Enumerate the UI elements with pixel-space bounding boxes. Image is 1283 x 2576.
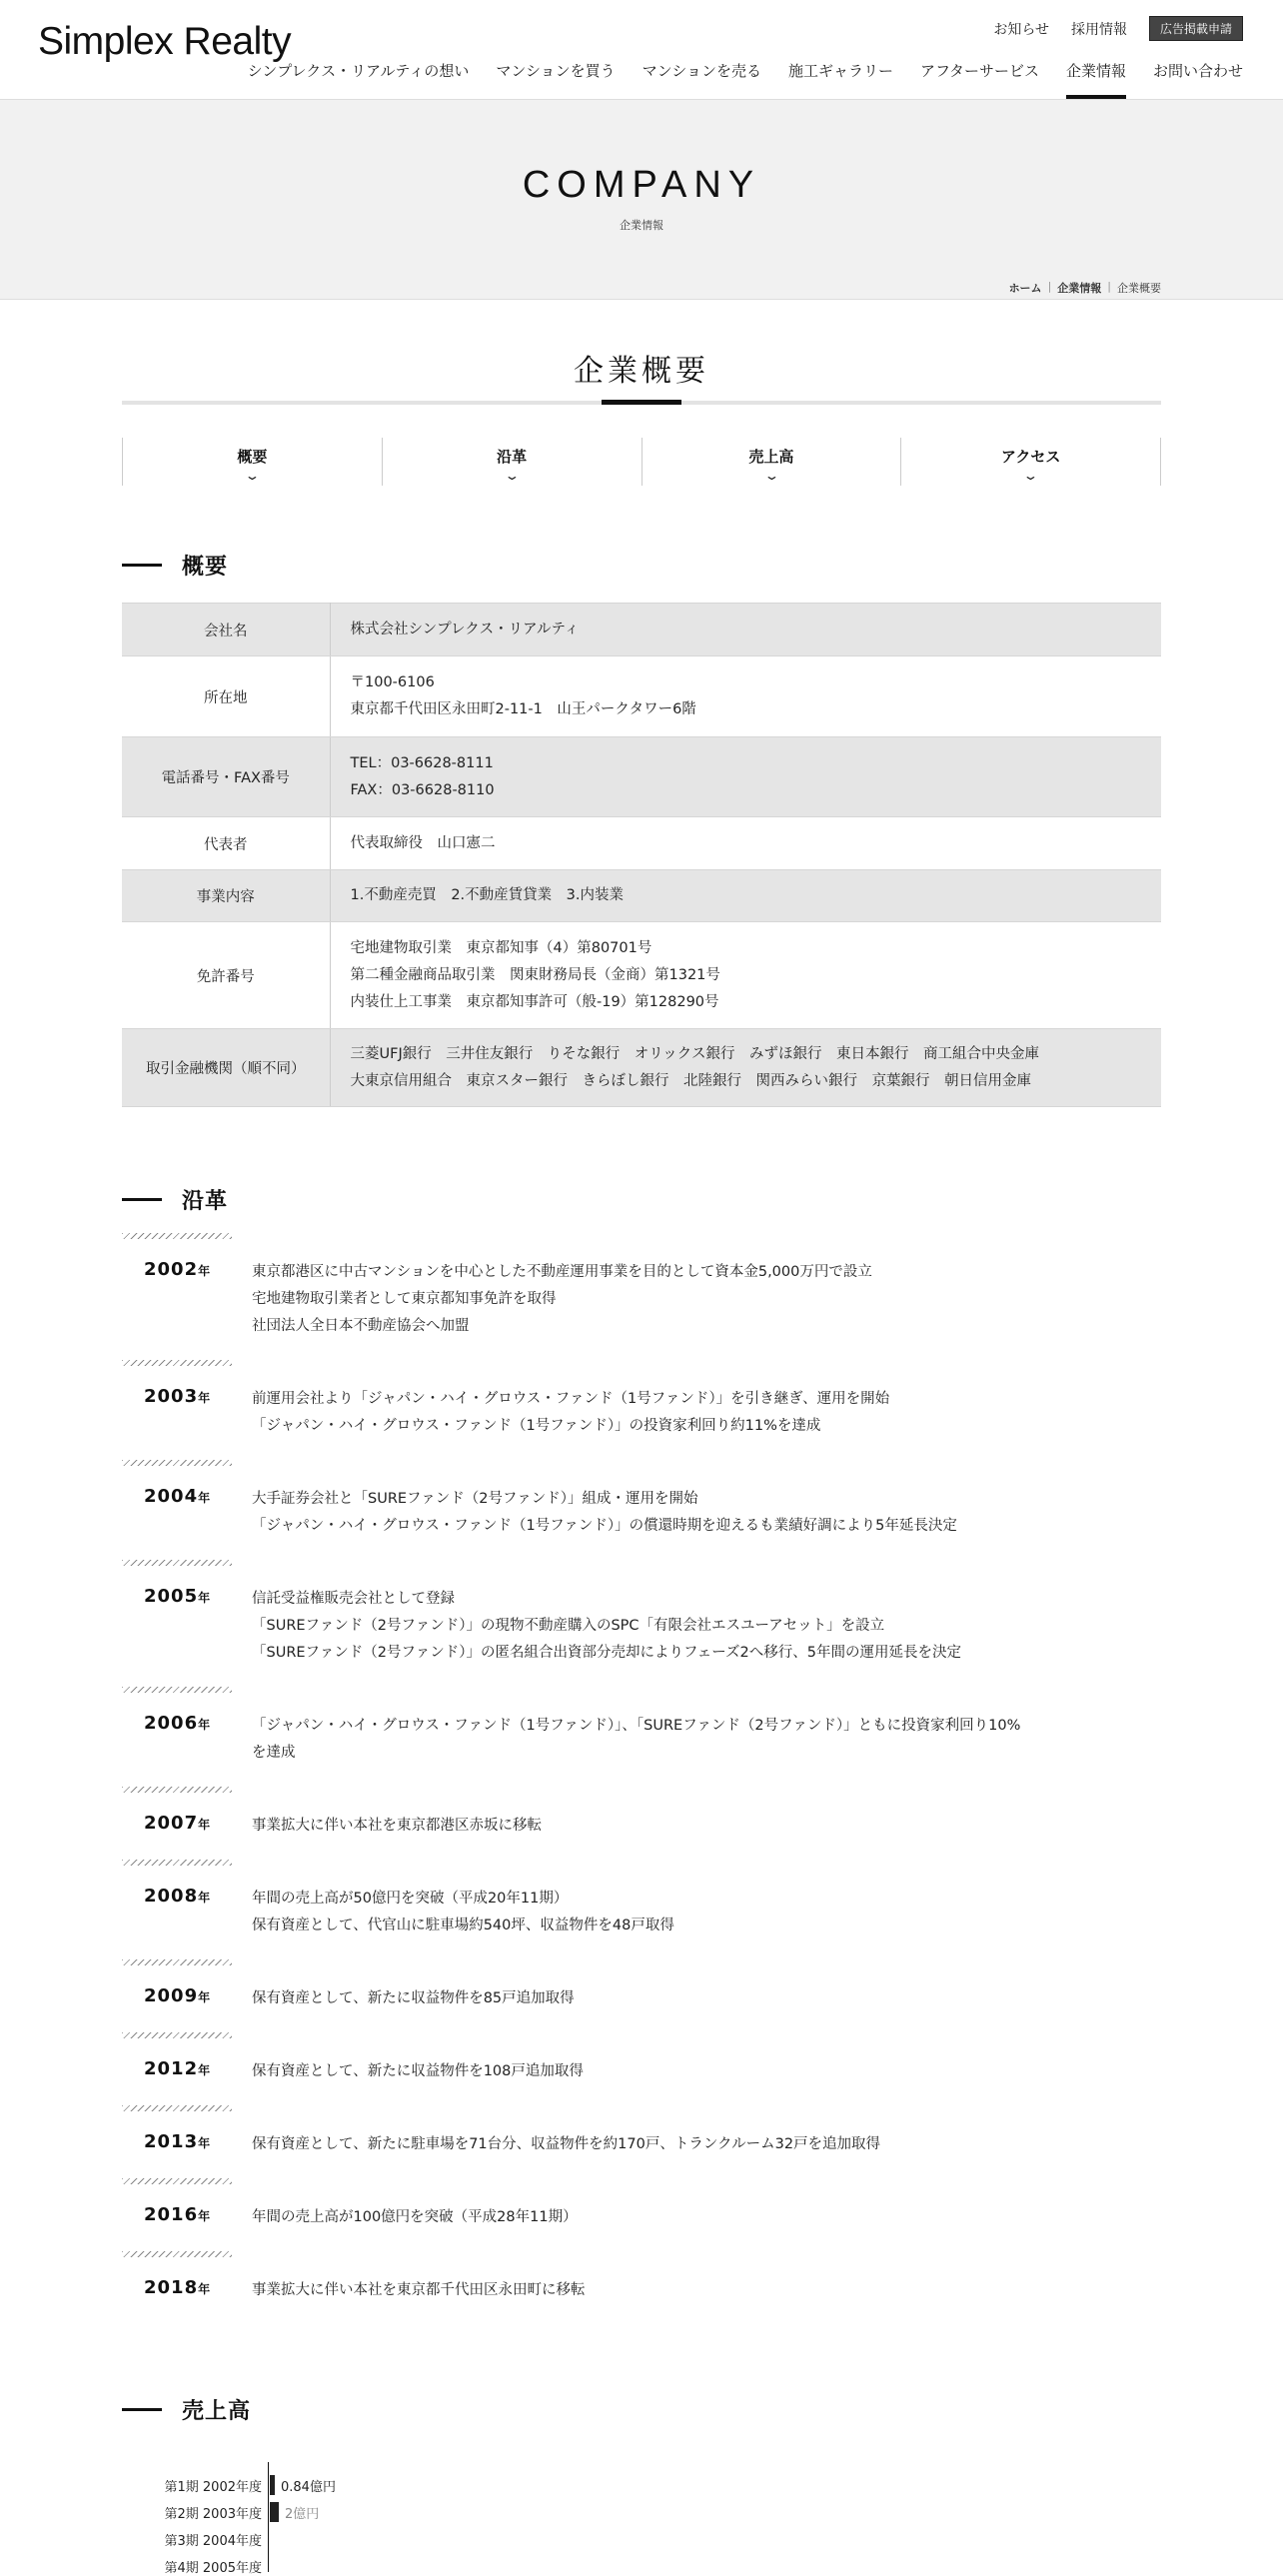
nav-item-company[interactable]: 企業情報	[1066, 60, 1126, 99]
sales-row	[122, 2556, 1161, 2576]
history-item	[122, 1860, 1161, 1959]
year-suffix: 年	[198, 2136, 212, 2150]
year-number: 2004	[144, 1486, 199, 1507]
table-row	[122, 922, 1161, 1029]
history-item	[122, 1460, 1161, 1560]
row-label: 代表者	[122, 817, 330, 870]
year-number: 2003	[144, 1386, 199, 1407]
util-link-recruit[interactable]: 採用情報	[1070, 21, 1127, 38]
history-item	[122, 1233, 1161, 1360]
nav-item-buy[interactable]: マンションを買う	[496, 62, 616, 80]
chevron-down-icon: ⌄	[504, 469, 521, 483]
nav-item-sell[interactable]: マンションを売る	[642, 62, 761, 80]
value-line: 第二種金融商品取引業 関東財務局長（金商）第1321号	[350, 966, 720, 983]
history-event	[252, 1386, 1161, 1460]
year-suffix: 年	[198, 1818, 212, 1832]
year-number: 2008	[144, 1886, 199, 1907]
table-row	[122, 737, 1161, 817]
history-year	[144, 1259, 211, 1280]
event-line: 事業拡大に伴い本社を東京都港区赤坂に移転	[252, 1818, 542, 1834]
event-line: 「ジャパン・ハイ・グロウス・ファンド（1号ファンド）」、「SUREファンド（2号ファンド）」ともに投資家利回り10%	[252, 1718, 1021, 1734]
page-title: 企業概要	[574, 354, 709, 389]
title-accent-bar	[602, 400, 681, 405]
year-suffix: 年	[198, 2063, 212, 2077]
ad-application-button[interactable]: 広告掲載申請	[1149, 16, 1243, 41]
history-item	[122, 2178, 1161, 2251]
history-year	[144, 2277, 211, 2298]
event-line: 事業拡大に伴い本社を東京都千代田区永田町に移転	[252, 2282, 586, 2298]
tab-access[interactable]	[900, 438, 1161, 486]
history-year	[144, 2204, 211, 2225]
sales-heading	[122, 2394, 251, 2425]
breadcrumb-home[interactable]: ホーム	[1008, 282, 1042, 295]
history-event	[252, 1486, 1161, 1560]
history-year	[144, 1886, 211, 1907]
value-line: 内装仕上工事業 東京都知事許可（般-19）第128290号	[350, 993, 719, 1010]
year-suffix: 年	[198, 1264, 212, 1278]
event-line: 保有資産として、新たに収益物件を85戸追加取得	[252, 1990, 575, 2006]
history-event	[252, 2277, 1161, 2324]
row-value	[330, 870, 1161, 922]
event-line: を達成	[252, 1745, 296, 1761]
chevron-down-icon: ⌄	[762, 469, 779, 483]
heading-dash	[122, 564, 162, 567]
dashed-divider	[122, 2105, 232, 2111]
event-line: 「ジャパン・ハイ・グロウス・ファンド（1号ファンド）」の償還時期を迎えるも業績好調により5年延長決定	[252, 1518, 957, 1534]
sales-bar	[270, 2502, 279, 2522]
sales-period-label: 第2期 2003年度	[164, 2506, 262, 2522]
site-header	[0, 0, 1283, 100]
value-line: 1.不動産売買 2.不動産賃貸業 3.内装業	[350, 887, 625, 903]
row-value	[330, 737, 1161, 817]
hero-subtitle: 企業情報	[620, 219, 663, 232]
tab-label: 沿革	[497, 448, 528, 466]
row-label: 会社名	[122, 604, 330, 656]
nav-item-philosophy[interactable]: シンプレクス・リアルティの想い	[247, 62, 470, 80]
dashed-divider	[122, 1560, 232, 1566]
year-number: 2013	[144, 2131, 199, 2152]
row-label: 免許番号	[122, 922, 330, 1029]
page-hero	[0, 100, 1283, 300]
heading-dash	[122, 2408, 162, 2411]
year-suffix: 年	[198, 1591, 212, 1605]
event-line: 「SUREファンド（2号ファンド）」の現物不動産購入のSPC「有限会社エスユーアセット」を設立	[252, 1618, 885, 1634]
breadcrumb-separator: |	[1047, 280, 1052, 293]
history-event	[252, 1886, 1161, 1959]
event-line: 社団法人全日本不動産協会へ加盟	[252, 1318, 470, 1334]
event-line: 宅地建物取引業者として東京都知事免許を取得	[252, 1291, 557, 1307]
event-line: 「SUREファンド（2号ファンド）」の匿名組合出資部分売却によりフェーズ2へ移行、5年間の運用延長を決定	[252, 1645, 961, 1661]
sales-chart	[122, 2462, 1161, 2576]
anchor-tabs	[122, 438, 1161, 486]
row-value	[330, 656, 1161, 737]
year-suffix: 年	[198, 2209, 212, 2223]
dashed-divider	[122, 1687, 232, 1693]
year-suffix: 年	[198, 2282, 212, 2296]
event-line: 信託受益権販売会社として登録	[252, 1591, 455, 1607]
dashed-divider	[122, 1360, 232, 1366]
history-event	[252, 2058, 1161, 2105]
history-item	[122, 1959, 1161, 2032]
chevron-down-icon: ⌄	[1022, 469, 1039, 483]
history-item	[122, 1360, 1161, 1460]
history-list	[122, 1233, 1161, 2324]
utility-nav	[993, 16, 1243, 41]
breadcrumb-current: 企業概要	[1117, 282, 1161, 295]
heading-dash	[122, 1198, 162, 1201]
event-line: 前運用会社より「ジャパン・ハイ・グロウス・ファンド（1号ファンド）」を引き継ぎ、運用を開始	[252, 1391, 890, 1407]
event-line: 東京都港区に中古マンションを中心とした不動産運用事業を目的として資本金5,000万円で設立	[252, 1264, 872, 1280]
dashed-divider	[122, 2251, 232, 2257]
year-number: 2002	[144, 1259, 199, 1280]
site-logo[interactable]: Simplex Realty	[38, 20, 292, 63]
dashed-divider	[122, 1460, 232, 1466]
sales-row	[122, 2502, 1161, 2522]
history-year	[144, 1586, 211, 1607]
sales-bar	[270, 2475, 275, 2495]
history-year	[144, 2058, 211, 2079]
row-value	[330, 922, 1161, 1029]
util-link-news[interactable]: お知らせ	[993, 21, 1049, 38]
dashed-divider	[122, 1860, 232, 1866]
year-number: 2009	[144, 1985, 199, 2006]
table-row	[122, 604, 1161, 656]
value-line: 株式会社シンプレクス・リアルティ	[350, 621, 580, 638]
event-line: 年間の売上高が100億円を突破（平成28年11期）	[252, 2209, 578, 2225]
sales-value-label: 0.84億円	[281, 2479, 336, 2495]
dashed-divider	[122, 1959, 232, 1965]
history-event	[252, 1813, 1161, 1860]
value-line: FAX：03-6628-8110	[350, 781, 495, 798]
tab-label: アクセス	[1000, 448, 1061, 466]
history-year	[144, 1486, 211, 1507]
sales-period-label: 第4期 2005年度	[164, 2560, 262, 2576]
event-line: 年間の売上高が50億円を突破（平成20年11期）	[252, 1891, 569, 1907]
history-year	[144, 1985, 211, 2006]
row-label: 事業内容	[122, 870, 330, 922]
history-event	[252, 1586, 1161, 1687]
event-line: 保有資産として、代官山に駐車場約540坪、収益物件を48戸取得	[252, 1918, 674, 1933]
history-year	[144, 1713, 211, 1734]
breadcrumb	[1009, 280, 1161, 296]
table-row	[122, 656, 1161, 737]
tab-label: 売上高	[748, 448, 794, 466]
dashed-divider	[122, 2178, 232, 2184]
value-line: 代表取締役 山口憲二	[350, 834, 496, 851]
row-label: 所在地	[122, 656, 330, 737]
history-item	[122, 1787, 1161, 1860]
history-year	[144, 1813, 211, 1834]
row-label: 取引金融機関（順不同）	[122, 1029, 330, 1107]
year-number: 2005	[144, 1586, 199, 1607]
breadcrumb-company[interactable]: 企業情報	[1057, 282, 1102, 295]
nav-item-contact[interactable]: お問い合わせ	[1152, 62, 1243, 80]
history-item	[122, 2251, 1161, 2324]
history-event	[252, 1985, 1161, 2032]
dashed-divider	[122, 1233, 232, 1239]
history-item	[122, 1687, 1161, 1787]
row-value	[330, 817, 1161, 870]
year-suffix: 年	[198, 1491, 212, 1505]
value-line: 宅地建物取引業 東京都知事（4）第80701号	[350, 939, 652, 956]
year-number: 2018	[144, 2277, 199, 2298]
history-year	[144, 2131, 211, 2152]
breadcrumb-separator: |	[1107, 280, 1111, 293]
dashed-divider	[122, 2032, 232, 2038]
history-item	[122, 1560, 1161, 1687]
nav-item-gallery[interactable]: 施工ギャラリー	[788, 62, 894, 80]
value-line: 三菱UFJ銀行 三井住友銀行 りそな銀行 オリックス銀行 みずほ銀行 東日本銀行 商工組合中央金庫	[350, 1045, 1040, 1062]
sales-period-label: 第3期 2004年度	[164, 2533, 262, 2549]
value-line: 東京都千代田区永田町2-11-1 山王パークタワー6階	[350, 701, 696, 717]
history-item	[122, 2105, 1161, 2178]
history-item	[122, 2032, 1161, 2105]
global-nav	[248, 60, 1243, 99]
event-line: 保有資産として、新たに駐車場を71台分、収益物件を約170戸、トランクルーム32戸を追加取得	[252, 2136, 881, 2152]
history-event	[252, 1259, 1161, 1360]
table-row	[122, 1029, 1161, 1107]
nav-item-after-service[interactable]: アフターサービス	[920, 62, 1039, 80]
year-number: 2016	[144, 2204, 199, 2225]
year-number: 2007	[144, 1813, 199, 1834]
history-heading-text: 沿革	[182, 1189, 229, 1214]
table-row	[122, 870, 1161, 922]
hero-title: COMPANY	[522, 164, 761, 206]
event-line: 「ジャパン・ハイ・グロウス・ファンド（1号ファンド）」の投資家利回り約11%を達成	[252, 1418, 821, 1434]
sales-row	[122, 2529, 1161, 2549]
sales-period-label: 第1期 2002年度	[164, 2479, 262, 2495]
row-value	[330, 1029, 1161, 1107]
event-line: 保有資産として、新たに収益物件を108戸追加取得	[252, 2063, 584, 2079]
history-heading	[122, 1184, 228, 1215]
company-info-table	[122, 603, 1161, 1107]
year-suffix: 年	[198, 1391, 212, 1405]
value-line: 大東京信用組合 東京スター銀行 きらぼし銀行 北陸銀行 関西みらい銀行 京葉銀行 朝日信用金庫	[350, 1072, 1031, 1089]
tab-label: 概要	[237, 448, 268, 466]
year-suffix: 年	[198, 1718, 212, 1732]
year-suffix: 年	[198, 1891, 212, 1905]
sales-value-label: 2億円	[285, 2506, 320, 2522]
chevron-down-icon: ⌄	[244, 469, 261, 483]
sales-heading-text: 売上高	[182, 2399, 252, 2424]
value-line: 〒100-6106	[350, 674, 435, 690]
event-line: 大手証券会社と「SUREファンド（2号ファンド）」組成・運用を開始	[252, 1491, 698, 1507]
overview-heading	[122, 550, 228, 581]
dashed-divider	[122, 1787, 232, 1793]
sales-row	[122, 2475, 1161, 2495]
year-suffix: 年	[198, 1990, 212, 2004]
history-event	[252, 2131, 1161, 2178]
history-event	[252, 1713, 1161, 1787]
year-number: 2012	[144, 2058, 199, 2079]
table-row	[122, 817, 1161, 870]
row-value	[330, 604, 1161, 656]
year-number: 2006	[144, 1713, 199, 1734]
overview-heading-text: 概要	[182, 555, 229, 580]
history-year	[144, 1386, 211, 1407]
row-label: 電話番号・FAX番号	[122, 737, 330, 817]
value-line: TEL：03-6628-8111	[350, 754, 494, 771]
history-event	[252, 2204, 1161, 2251]
